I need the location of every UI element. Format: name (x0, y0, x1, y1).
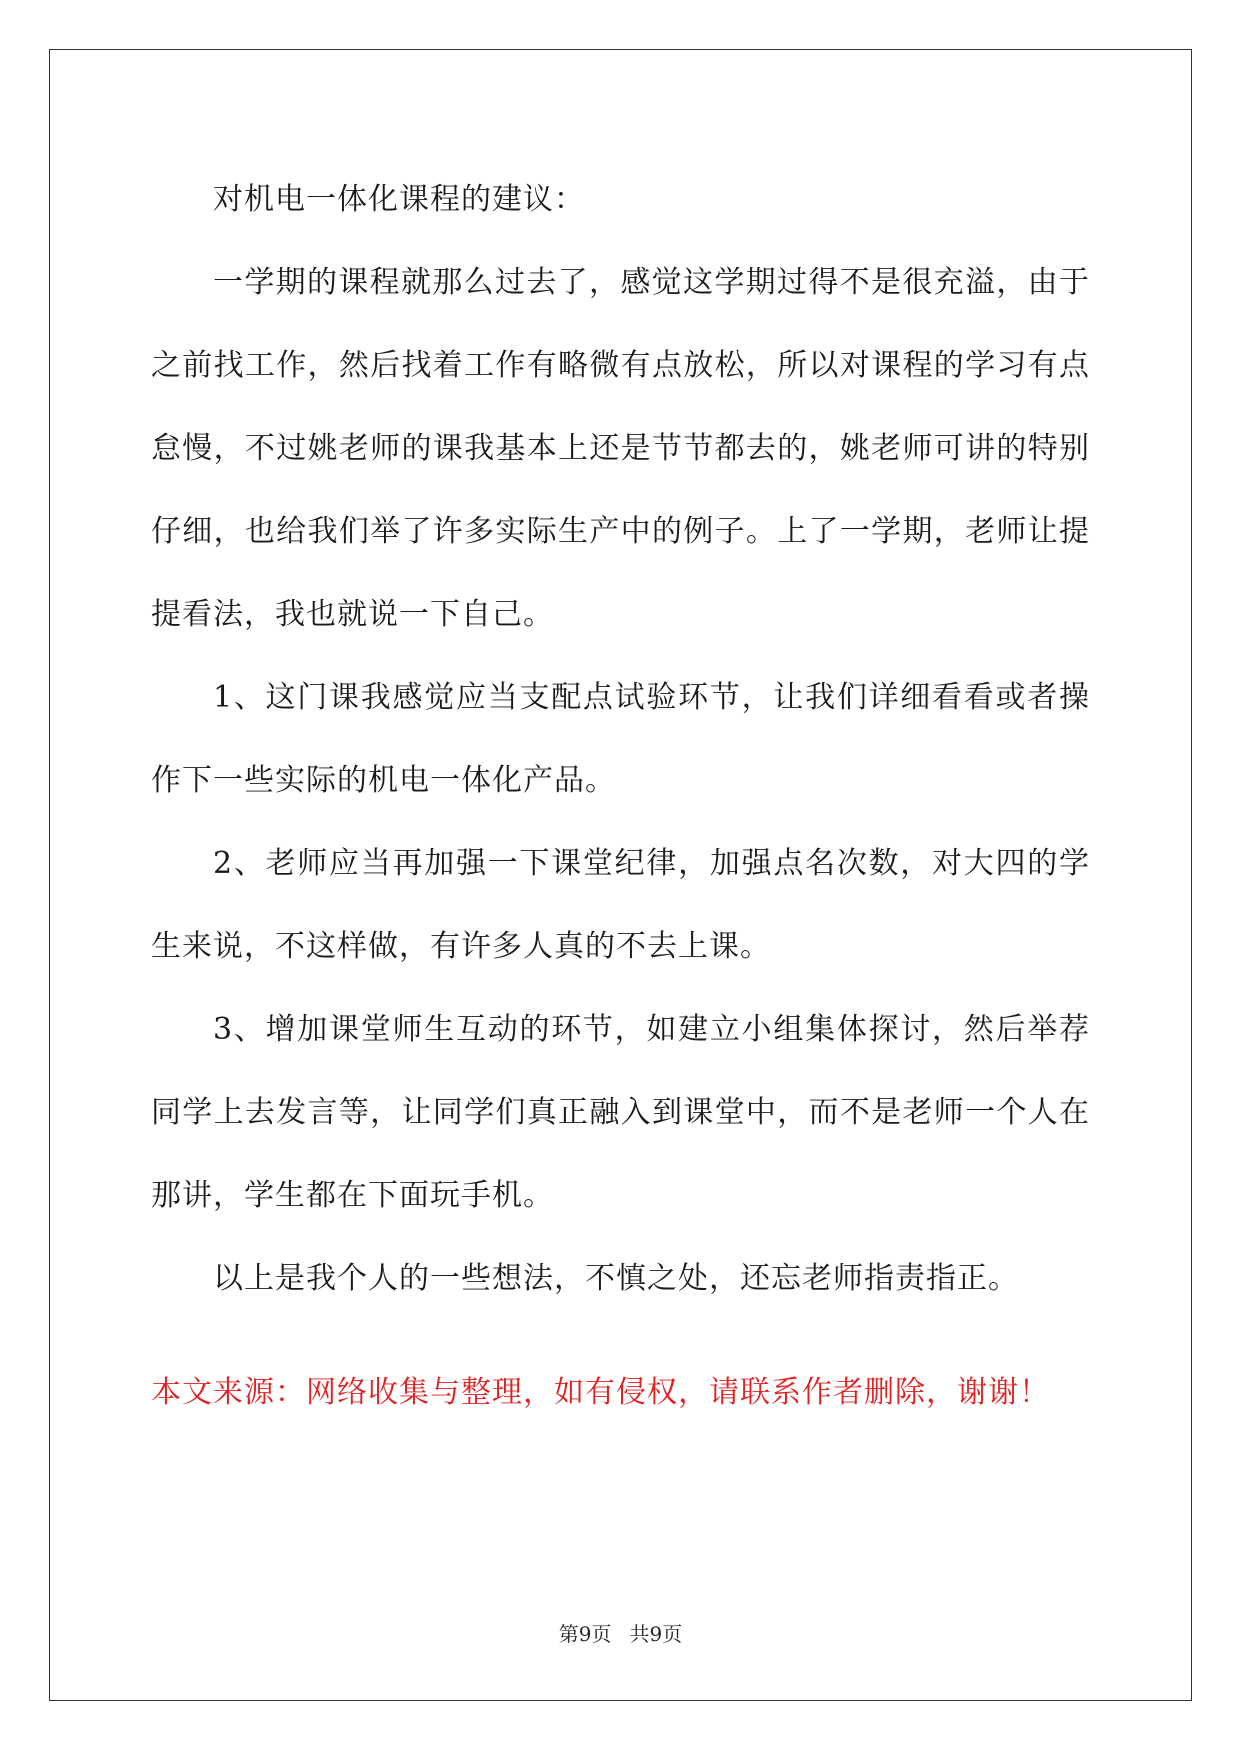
page-number-total: 共9页 (629, 1622, 683, 1646)
source-note: 本文来源：网络收集与整理，如有侵权，请联系作者删除，谢谢！ (151, 1375, 1050, 1410)
paragraph-title: 对机电一体化课程的建议： (213, 182, 585, 217)
paragraph-intro: 一学期的课程就那么过去了，感觉这学期过得不是很充溢，由于之前找工作，然后找着工作有略微有点放松，所以对课程的学习有点怠慢，不过姚老师的课我基本上还是节节都去的，姚老师可讲的特别仔细，也给我们举了许多实际生产中的例子。上了一学期，老师让提提看法，我也就说一下自己。 (151, 265, 1090, 632)
document-body (151, 158, 1090, 1320)
paragraph-closing: 以上是我个人的一些想法，不慎之处，还忘老师指责指正。 (213, 1261, 1019, 1296)
paragraph-suggestion-1: 1、这门课我感觉应当支配点试验环节，让我们详细看看或者操作下一些实际的机电一体化产品。 (151, 680, 1090, 798)
paragraph-suggestion-3: 3、增加课堂师生互动的环节，如建立小组集体探讨，然后举荐同学上去发言等，让同学们真正融入到课堂中，而不是老师一个人在那讲，学生都在下面玩手机。 (151, 1012, 1090, 1213)
paragraph-suggestion-2: 2、老师应当再加强一下课堂纪律，加强点名次数，对大四的学生来说，不这样做，有许多人真的不去上课。 (151, 846, 1090, 964)
page-number-current: 第9页 (558, 1622, 612, 1646)
page-footer (0, 1618, 1241, 1647)
